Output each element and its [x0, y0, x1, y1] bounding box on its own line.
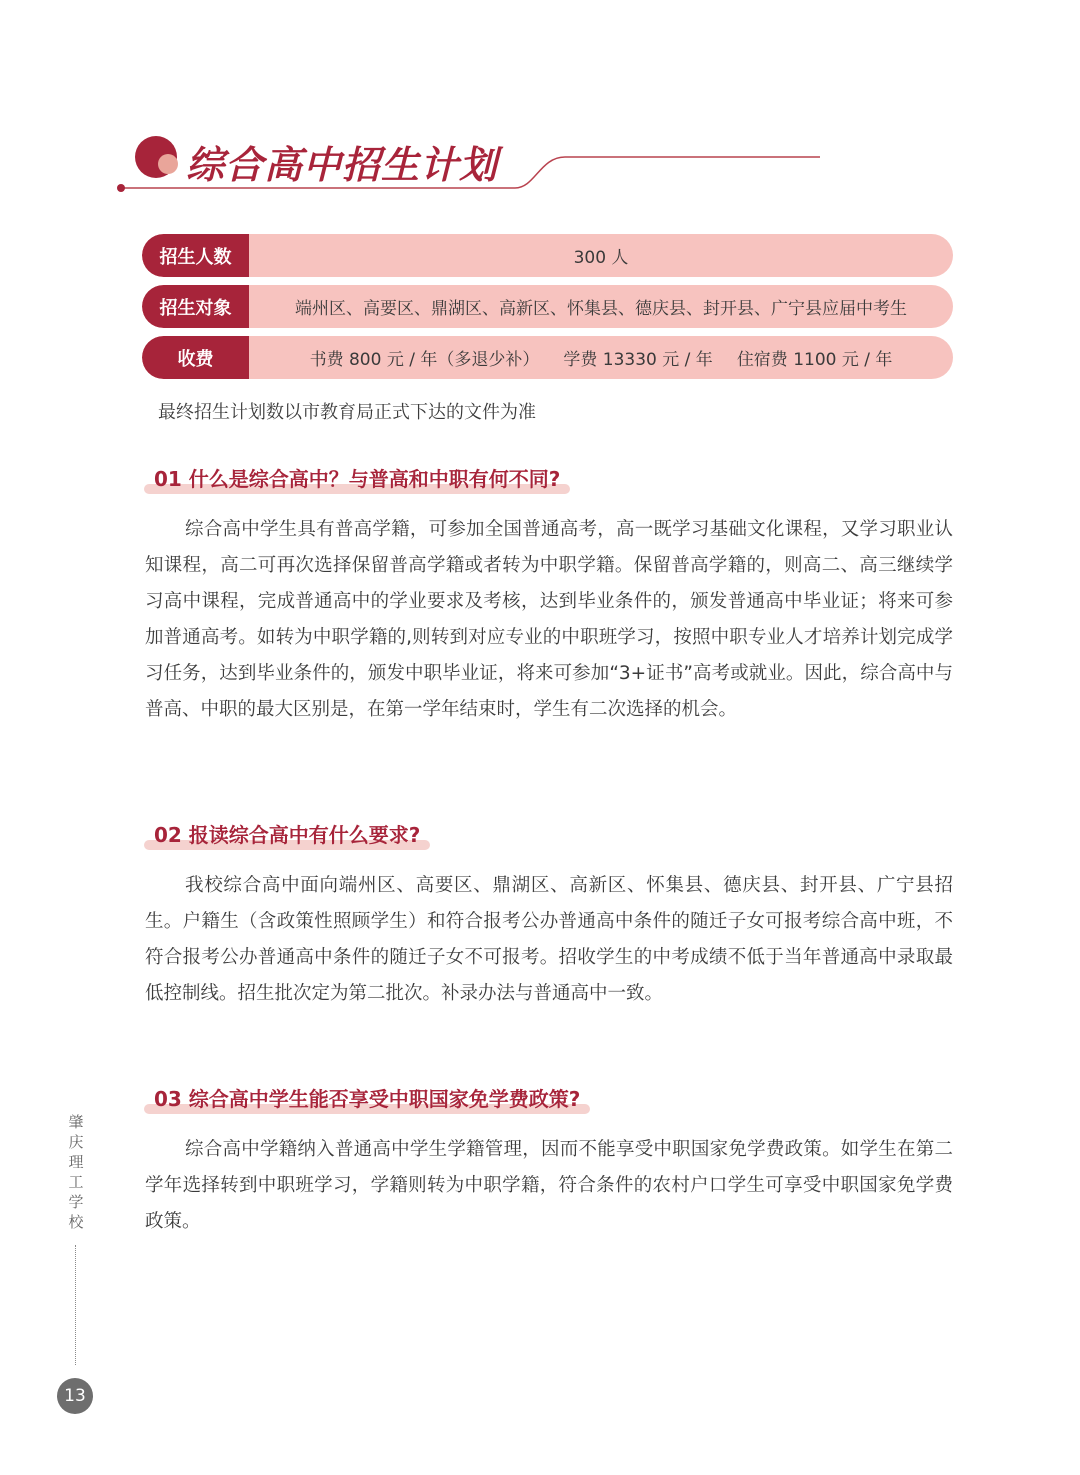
- section-body-03: 综合高中学籍纳入普通高中学生学籍管理，因而不能享受中职国家免学费政策。如学生在第二学年选择转到中职班学习，学籍则转为中职学籍，符合条件的农村户口学生可享受中职国家免学费政策。: [145, 1139, 953, 1232]
- info-label: 收费: [142, 336, 249, 379]
- info-value-fees: [249, 345, 953, 370]
- title-underline-dot: [117, 184, 125, 192]
- info-value: 端州区、高要区、鼎湖区、高新区、怀集县、德庆县、封开县、广宁县应届中考生: [295, 299, 907, 319]
- info-label: 招生人数: [142, 234, 249, 277]
- title-decoration: [0, 0, 1080, 220]
- info-row-target: [142, 285, 953, 328]
- page-number: 13: [57, 1378, 93, 1414]
- fee-books: 书费 800 元 / 年（多退少补）: [309, 350, 540, 370]
- section-body-02: 我校综合高中面向端州区、高要区、鼎湖区、高新区、怀集县、德庆县、封开县、广宁县招生。户籍生（含政策性照顾学生）和符合报考公办普通高中条件的随迁子女可报考综合高中班，不符合报考公办普通高中条件的随迁子女不可报考。招收学生的中考成绩不低于当年普通高中录取最低控制线。招生批次定为第二批次。补录办法与普通高中一致。: [145, 875, 953, 1004]
- section-body-01: 综合高中学生具有普高学籍，可参加全国普通高考，高一既学习基础文化课程，又学习职业认知课程，高二可再次选择保留普高学籍或者转为中职学籍。保留普高学籍的，则高二、高三继续学习高中课程，完成普通高中的学业要求及考核，达到毕业条件的，颁发普通高中毕业证；将来可参加普通高考。如转为中职学籍的,则转到对应专业的中职班学习，按照中职专业人才培养计划完成学习任务，达到毕业条件的，颁发中职毕业证，将来可参加“3+证书”高考或就业。因此，综合高中与普高、中职的最大区别是，在第一学年结束时，学生有二次选择的机会。: [145, 519, 953, 720]
- title-circle-small: [158, 154, 178, 174]
- section-heading-02: 02 报读综合高中有什么要求?: [152, 822, 426, 848]
- info-value: 300 人: [573, 248, 629, 268]
- info-row-enrollment: [142, 234, 953, 277]
- page-title: 综合高中招生计划: [186, 143, 499, 187]
- info-row-fees: [142, 336, 953, 379]
- fee-tuition: 学费 13330 元 / 年: [563, 350, 713, 370]
- plan-note: 最终招生计划数以市教育局正式下达的文件为准: [158, 402, 536, 423]
- fee-accommodation: 住宿费 1100 元 / 年: [736, 350, 893, 370]
- side-dotted-line: [75, 1245, 76, 1365]
- side-school-name: 肇庆理工学校: [68, 1113, 84, 1231]
- section-heading-03: 03 综合高中学生能否享受中职国家免学费政策?: [152, 1086, 586, 1112]
- section-heading-01: 01 什么是综合高中？与普高和中职有何不同?: [152, 466, 566, 492]
- info-label: 招生对象: [142, 285, 249, 328]
